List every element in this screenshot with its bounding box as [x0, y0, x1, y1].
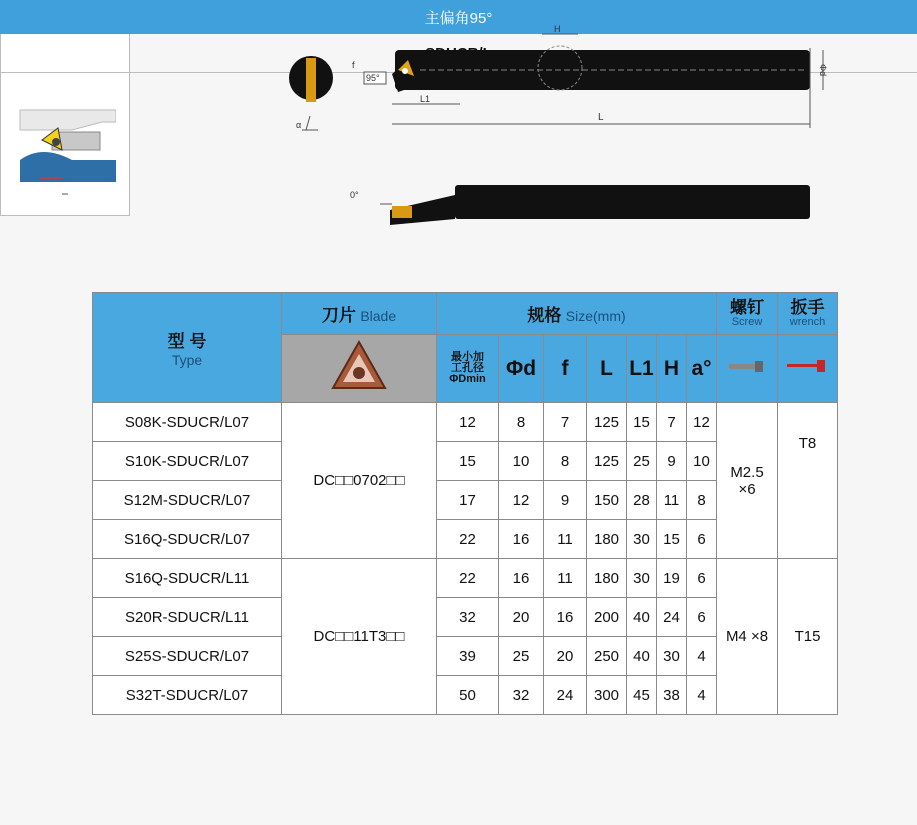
- side-insert: [392, 206, 412, 218]
- wrench-header-cn: 扳手: [790, 298, 825, 317]
- table-row: [93, 403, 838, 442]
- a-cell: 8: [687, 481, 717, 520]
- l-label: L: [598, 112, 604, 123]
- d-cell: 10: [499, 442, 544, 481]
- a-cell: 4: [687, 676, 717, 715]
- l-cell: 300: [587, 676, 627, 715]
- blade-code-cell: DC□□11T3□□: [282, 559, 437, 715]
- d-cell: 20: [499, 598, 544, 637]
- type-cell: S20R-SDUCR/L11: [93, 598, 282, 637]
- l1-cell: 30: [627, 520, 657, 559]
- dmin-cell: 22: [437, 559, 499, 598]
- table-row: [93, 559, 838, 598]
- screw-cell: M2.5 ×6: [717, 403, 778, 559]
- d-cell: 8: [499, 403, 544, 442]
- l-cell: 250: [587, 637, 627, 676]
- tool-drawing: [280, 20, 840, 260]
- type-cell: S08K-SDUCR/L07: [93, 403, 282, 442]
- type-cell: S16Q-SDUCR/L11: [93, 559, 282, 598]
- d-cell: 12: [499, 481, 544, 520]
- f-cell: 9: [544, 481, 587, 520]
- l-cell: 150: [587, 481, 627, 520]
- a-cell: 10: [687, 442, 717, 481]
- dmin-cell: 39: [437, 637, 499, 676]
- alpha-label: α: [296, 120, 302, 130]
- type-header-en: Type: [171, 352, 203, 368]
- d-cell: 16: [499, 559, 544, 598]
- h-cell: 19: [657, 559, 687, 598]
- h-header: H: [657, 335, 687, 403]
- a-cell: 12: [687, 403, 717, 442]
- type-cell: S10K-SDUCR/L07: [93, 442, 282, 481]
- zero-label: 0°: [350, 190, 359, 200]
- wrench-header: [778, 293, 838, 335]
- l1-cell: 15: [627, 403, 657, 442]
- d-label: Φd: [818, 64, 828, 77]
- h-cell: 9: [657, 442, 687, 481]
- screw-image-cell: [717, 335, 778, 403]
- dmin-cell: 15: [437, 442, 499, 481]
- wrench-cell: T8: [778, 403, 838, 559]
- screw-header-en: Screw: [731, 316, 763, 328]
- size-header-en: Size(mm): [565, 308, 626, 324]
- blade-image-cell: [282, 335, 437, 403]
- l1-header: L1: [627, 335, 657, 403]
- l-cell: 200: [587, 598, 627, 637]
- f-cell: 8: [544, 442, 587, 481]
- blade-header: [282, 293, 437, 335]
- wrench-image-cell: [778, 335, 838, 403]
- wrench-icon: [783, 356, 833, 376]
- screw-cell: M4 ×8: [717, 559, 778, 715]
- dmin-line3: ΦDmin: [449, 373, 486, 385]
- size-header: [437, 293, 717, 335]
- wrench-cell: T15: [778, 559, 838, 715]
- workpiece-shape: [20, 152, 116, 182]
- type-header: [93, 293, 282, 403]
- l1-cell: 45: [627, 676, 657, 715]
- f-header: f: [544, 335, 587, 403]
- type-cell: S12M-SDUCR/L07: [93, 481, 282, 520]
- dmin-header: [437, 335, 499, 403]
- blade-header-cn: 刀片: [321, 306, 356, 325]
- f-cell: 11: [544, 520, 587, 559]
- bar-side: [455, 185, 810, 219]
- dmin-cell: 50: [437, 676, 499, 715]
- a-cell: 6: [687, 598, 717, 637]
- d-cell: 25: [499, 637, 544, 676]
- dmin-cell: 32: [437, 598, 499, 637]
- a-cell: 6: [687, 559, 717, 598]
- l1-cell: 40: [627, 637, 657, 676]
- angle-title: 主偏角95°: [0, 0, 917, 34]
- type-cell: S25S-SDUCR/L07: [93, 637, 282, 676]
- l1-cell: 28: [627, 481, 657, 520]
- h-cell: 24: [657, 598, 687, 637]
- f-label: f: [352, 60, 355, 70]
- a-cell: 6: [687, 520, 717, 559]
- boring-illustration: [12, 100, 116, 200]
- l-cell: 180: [587, 520, 627, 559]
- h-cell: 15: [657, 520, 687, 559]
- screw-icon: [725, 356, 769, 376]
- blade-code-cell: DC□□0702□□: [282, 403, 437, 559]
- l-cell: 125: [587, 403, 627, 442]
- blade-header-en: Blade: [360, 308, 397, 324]
- angle-label: 95°: [366, 73, 380, 83]
- a-header: a°: [687, 335, 717, 403]
- l1-label: L1: [420, 94, 431, 104]
- dmin-line1: 最小加: [451, 351, 484, 363]
- spec-rows: [93, 403, 838, 715]
- f-cell: 16: [544, 598, 587, 637]
- dmin-cell: 22: [437, 520, 499, 559]
- f-cell: 7: [544, 403, 587, 442]
- workpiece-bore: [20, 110, 116, 130]
- wrench-header-en: wrench: [789, 316, 826, 328]
- type-cell: S32T-SDUCR/L07: [93, 676, 282, 715]
- end-view-insert: [306, 58, 316, 102]
- dmin-cell: 12: [437, 403, 499, 442]
- h-label: H: [554, 24, 561, 34]
- l-cell: 125: [587, 442, 627, 481]
- h-cell: 11: [657, 481, 687, 520]
- screw-header: [717, 293, 778, 335]
- l1-cell: 40: [627, 598, 657, 637]
- type-header-cn: 型 号: [167, 332, 207, 351]
- screw-header-cn: 螺钉: [730, 298, 764, 317]
- d-header: Φd: [499, 335, 544, 403]
- type-cell: S16Q-SDUCR/L07: [93, 520, 282, 559]
- f-cell: 20: [544, 637, 587, 676]
- h-cell: 30: [657, 637, 687, 676]
- l-cell: 180: [587, 559, 627, 598]
- l1-cell: 30: [627, 559, 657, 598]
- l1-cell: 25: [627, 442, 657, 481]
- d-cell: 32: [499, 676, 544, 715]
- f-cell: 24: [544, 676, 587, 715]
- dmin-cell: 17: [437, 481, 499, 520]
- d-cell: 16: [499, 520, 544, 559]
- l-header: L: [587, 335, 627, 403]
- dmin-line2: 工孔径: [451, 362, 484, 374]
- f-cell: 11: [544, 559, 587, 598]
- h-cell: 7: [657, 403, 687, 442]
- a-cell: 4: [687, 637, 717, 676]
- h-cell: 38: [657, 676, 687, 715]
- spec-table: [92, 292, 838, 715]
- size-header-cn: 规格: [527, 306, 562, 325]
- triangle-insert-icon: [329, 338, 389, 394]
